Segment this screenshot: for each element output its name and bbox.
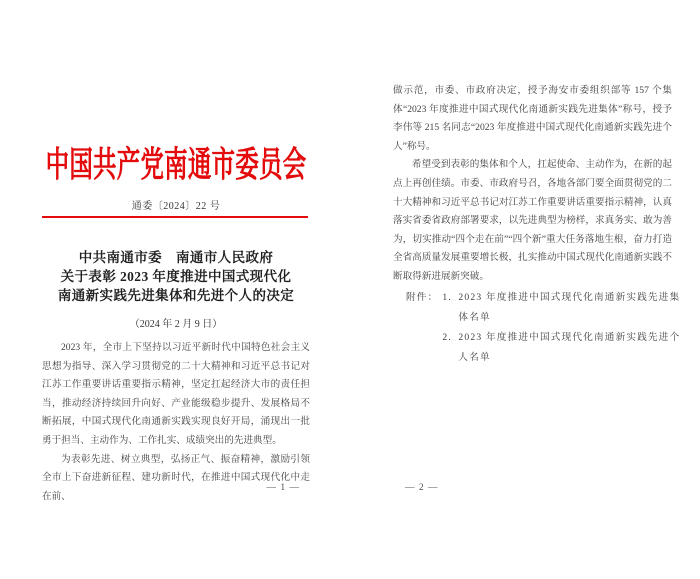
body-paragraph: 为表彰先进、树立典型，弘扬正气、振奋精神，激励引领全市上下奋进新征程、建功新时代，在推进中国式现代化中走在前、	[42, 453, 310, 502]
attachment-number: 1.	[442, 292, 452, 303]
doc-title	[36, 248, 316, 305]
page-number-2: — 2 —	[405, 483, 439, 493]
page-2-body	[393, 82, 672, 287]
doc-title-line-1: 中共南通市委 南通市人民政府	[78, 250, 274, 265]
attachment-item	[442, 288, 680, 328]
org-masthead	[42, 136, 310, 186]
attachment-text: 2023 年度推进中国式现代化南通新实践先进个人名单	[458, 332, 681, 363]
doc-date: （2024 年 2 月 9 日）	[129, 319, 223, 330]
attachment-text: 2023 年度推进中国式现代化南通新实践先进集体名单	[458, 292, 681, 323]
body-paragraph: 希望受到表彰的集体和个人，扛起使命、主动作为，在新的起点上再创佳绩。市委、市政府号召，各地各部门要全面贯彻党的二十大精神和习近平总书记对江苏工作重要讲话重要指示精神，认真落实省委省政府部署要求，以先进典型为榜样，求真务实、敢为善为，切实推动“四个走在前”“四个新”重大任务落地生根，奋力打造全省高质量发展重要增长极，扎实推动中国式现代化南通新实践不断取得新进展新突破。	[393, 159, 672, 282]
body-paragraph: 做示范，市委、市政府决定，授予海安市委组织部等 157 个集体“2023 年度推进中国式现代化南通新实践先进集体”称号，授予李伟等 215 名同志“2023 年度推进中国式现代化南通新实践先进个人”称号。	[393, 85, 672, 152]
attachments-label: 附件：	[406, 292, 439, 303]
page-1-body	[42, 339, 310, 506]
attachments-block	[406, 288, 681, 368]
red-separator-line	[42, 216, 308, 218]
doc-number: 通委〔2024〕22 号	[131, 201, 221, 212]
doc-title-line-3: 南通新实践先进集体和先进个人的决定	[57, 288, 295, 303]
attachments-list	[442, 288, 680, 368]
page-number-1: — 1 —	[266, 483, 300, 493]
attachment-number: 2.	[442, 332, 452, 343]
attachment-item	[442, 328, 680, 368]
doc-title-line-2: 关于表彰 2023 年度推进中国式现代化	[60, 269, 292, 284]
org-masthead-text: 中国共产党南通市委员会	[45, 146, 307, 186]
body-paragraph: 2023 年，全市上下坚持以习近平新时代中国特色社会主义思想为指导、深入学习贯彻党的二十大精神和习近平总书记对江苏工作重要讲话重要指示精神，坚定扛起经济大市的责任担当，推动经济持续回升向好、产业能级稳步提升、发展格局不断拓展，中国式现代化南通新实践实现良好开局，涌现出一批勇于担当、主动作为、工作扎实、成绩突出的先进典型。	[42, 342, 310, 446]
